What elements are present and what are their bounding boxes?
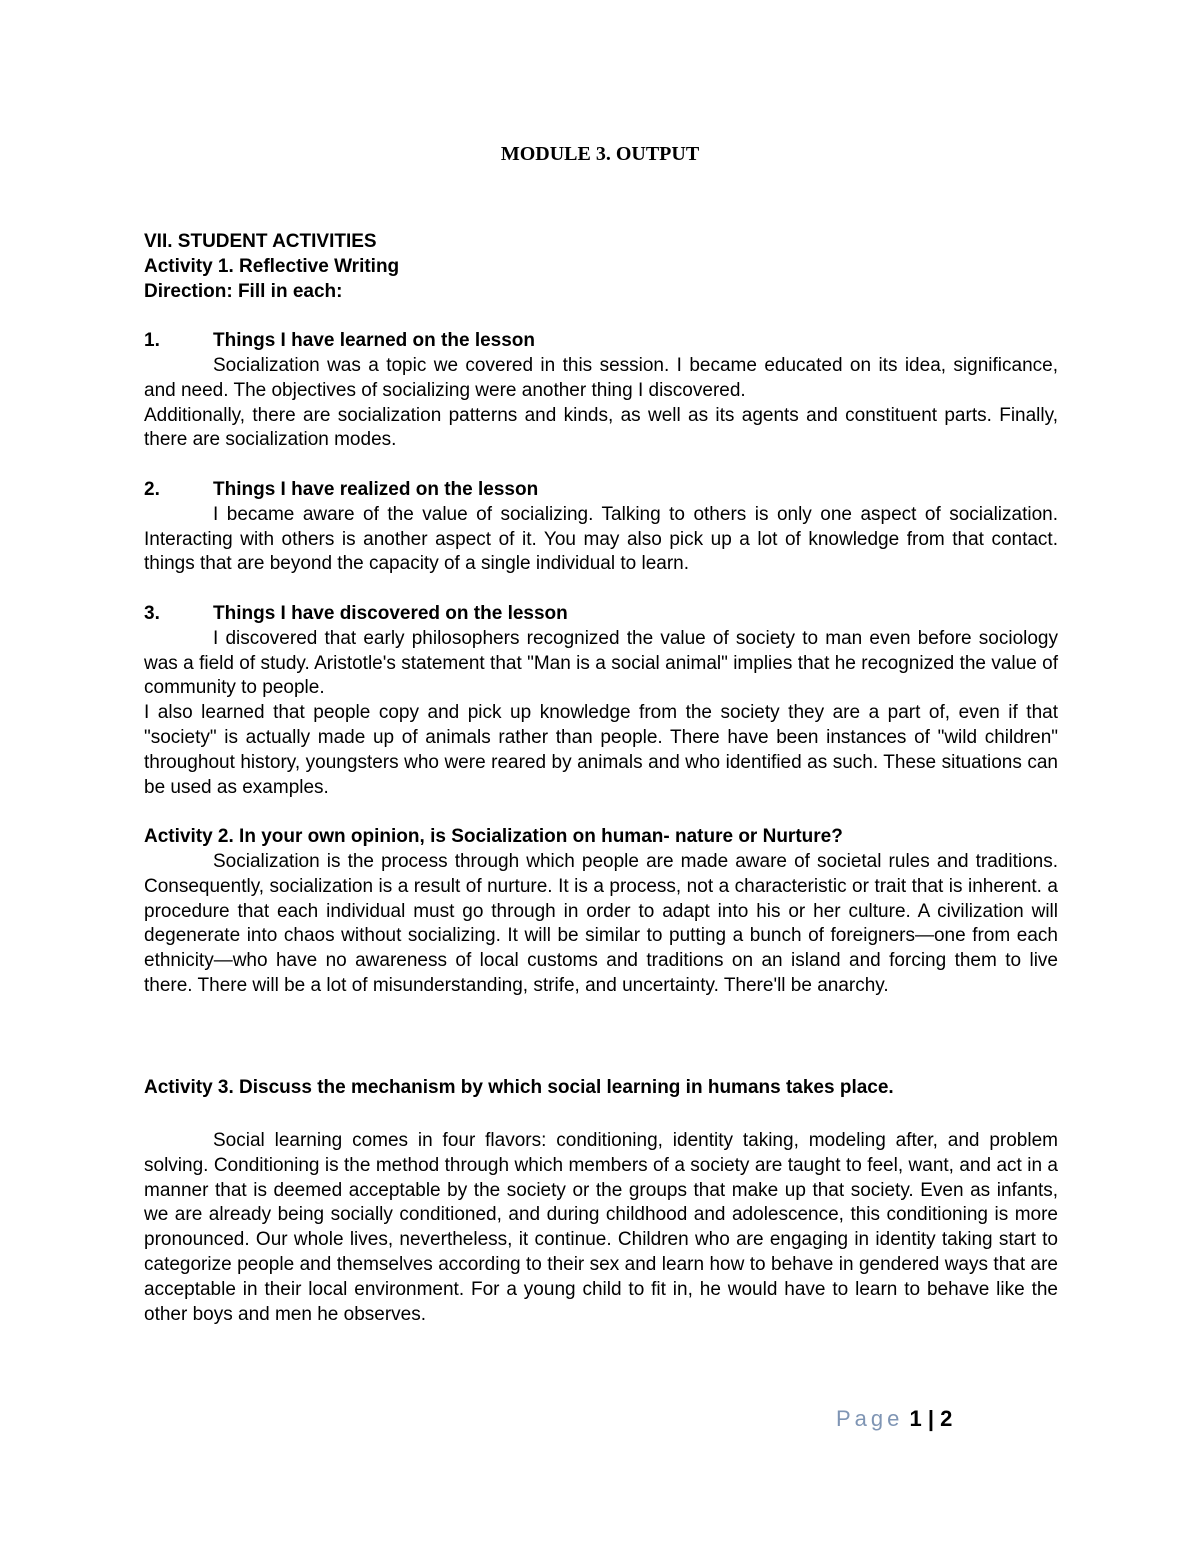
page-number-footer [836,1405,1036,1433]
item-number: 3. [144,602,160,624]
item-heading: Things I have discovered on the lesson [213,602,568,624]
activity1-direction: Direction: Fill in each: [144,280,343,302]
item-number: 1. [144,330,160,352]
activity3-body: Social learning comes in four flavors: conditioning, identity taking, modeling after, and problem solving. Conditioning is the method through which members of a society are taught to feel, want, and act in a manner that is deemed acceptable by the society or the groups that make up that society. Even as infants, we are already being socially conditioned, and during childhood and adolescence, this conditioning is more pronounced. Our whole lives, nevertheless, it continue. Children who are engaging in identity taking start to categorize people and themselves according to their sex and learn how to behave in gendered ways that are acceptable in their local environment. For a young child to fit in, he would have to learn to behave like the other boys and men he observes. [144,1130,1058,1325]
list-item [144,602,1058,800]
activity2-body: Socialization is the process through which people are made aware of societal rules and traditions. Consequently, socialization is a result of nurture. It is a process, not a characteristic or trait that is inherent. a procedure that each individual must go through in order to adapt into his or her culture. A civilization will degenerate into chaos without socializing. It will be similar to putting a bunch of foreigners—one from each ethnicity—who have no awareness of local customs and traditions on an island and forcing them to live there. There will be a lot of misunderstanding, strife, and uncertainty. There'll be anarchy. [144,850,1058,996]
page-label: Page [836,1406,904,1431]
item-paragraph: I discovered that early philosophers recognized the value of society to man even before sociology was a field of study. Aristotle's statement that "Man is a social animal" implies that he recognized the value of community to people. [144,627,1058,699]
document-body [144,230,1058,1327]
item-heading: Things I have learned on the lesson [213,330,536,352]
item-heading: Things I have realized on the lesson [213,478,539,500]
item-paragraph: I became aware of the value of socializing. Talking to others is only one aspect of socialization. Interacting with others is another aspect of it. You may also pick up a lot of knowledge from that contact. things that are beyond the capacity of a single individual to learn. [144,503,1058,575]
activity2-heading: Activity 2. In your own opinion, is Socialization on human- nature or Nurture? [144,826,843,848]
activity1-heading: Activity 1. Reflective Writing [144,255,400,277]
activity3-heading: Activity 3. Discuss the mechanism by which social learning in humans takes place. [144,1077,894,1099]
list-item [144,478,1058,577]
item-paragraph: Socialization was a topic we covered in this session. I became educated on its idea, significance, and need. The objectives of socializing were another thing I discovered. [144,354,1058,401]
total-pages: 2 [940,1406,953,1431]
item-paragraph: I also learned that people copy and pick up knowledge from the society they are a part of, even if that "society" is actually made up of animals rather than people. There have been instances of "wild children" throughout history, youngsters who were reared by animals and who identified as such. These situations can be used as examples. [144,702,1058,798]
current-page-number: 1 [909,1406,922,1431]
list-item [144,329,1058,453]
page-title: MODULE 3. OUTPUT [500,143,700,165]
page-separator: | [927,1406,935,1431]
item-number: 2. [144,478,160,500]
item-paragraph: Additionally, there are socialization patterns and kinds, as well as its agents and constituent parts. Finally, there are socialization modes. [144,404,1058,451]
section-heading: VII. STUDENT ACTIVITIES [144,231,377,252]
